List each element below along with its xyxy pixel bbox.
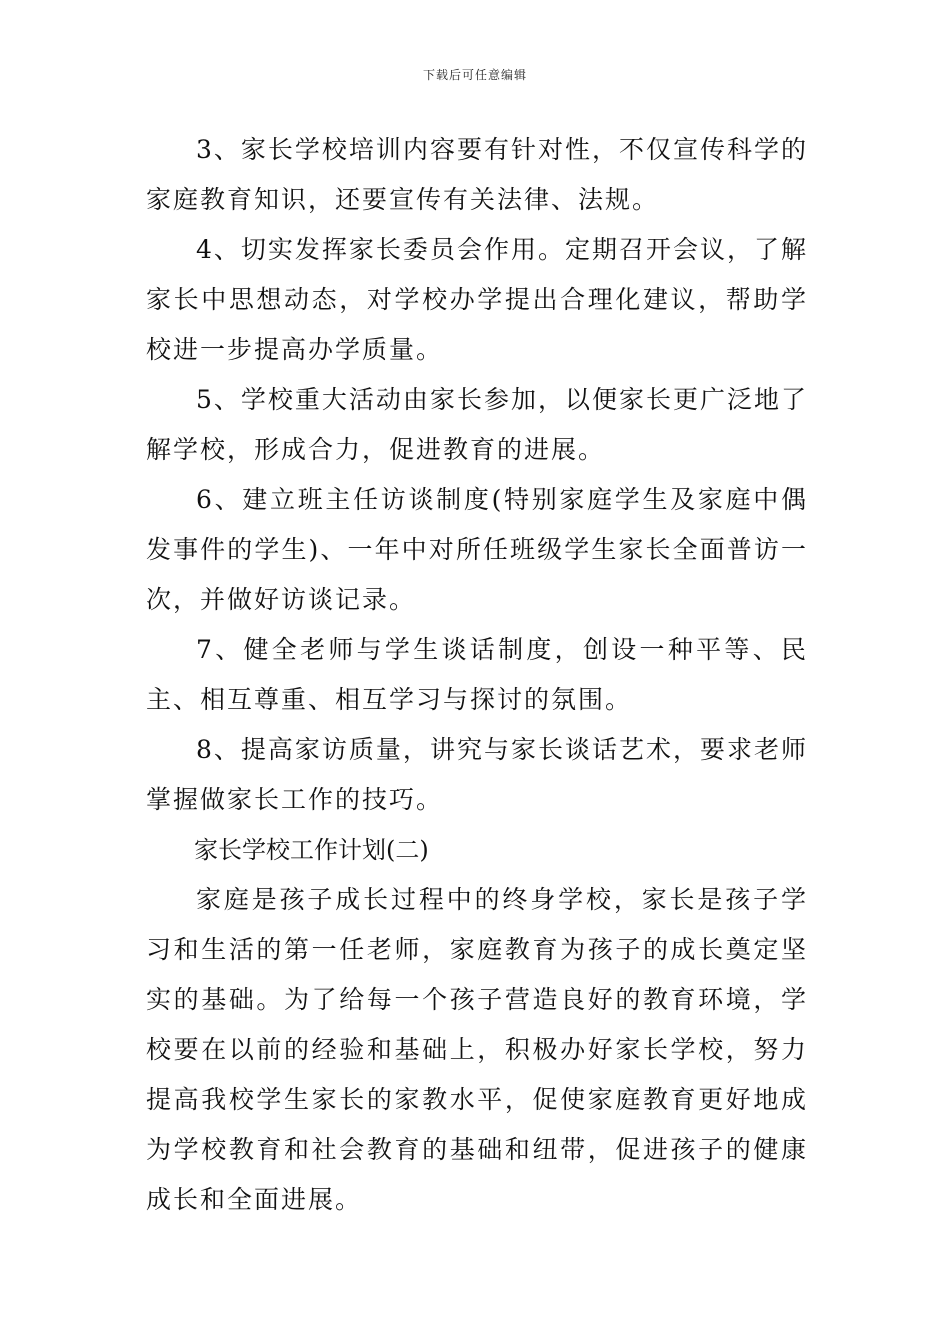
page-header-note: 下载后可任意编辑 [422,68,527,82]
document-body [146,125,808,1225]
section-heading: 家长学校工作计划(二) [194,836,429,864]
paragraph-item-7: 7、健全老师与学生谈话制度，创设一种平等、民主、相互尊重、相互学习与探讨的氛围。 [146,635,808,714]
paragraph-item-4: 4、切实发挥家长委员会作用。定期召开会议，了解家长中思想动态，对学校办学提出合理化建议，帮助学校进一步提高办学质量。 [146,235,808,364]
paragraph-item-5: 5、学校重大活动由家长参加，以便家长更广泛地了解学校，形成合力，促进教育的进展。 [146,385,808,464]
intro-paragraph: 家庭是孩子成长过程中的终身学校，家长是孩子学习和生活的第一任老师，家庭教育为孩子的成长奠定坚实的基础。为了给每一个孩子营造良好的教育环境，学校要在以前的经验和基础上，积极办好家长学校，努力提高我校学生家长的家教水平，促使家庭教育更好地成为学校教育和社会教育的基础和纽带，促进孩子的健康成长和全面进展。 [146,885,808,1214]
paragraph-item-6: 6、建立班主任访谈制度(特别家庭学生及家庭中偶发事件的学生)、一年中对所任班级学生家长全面普访一次，并做好访谈记录。 [146,485,808,614]
paragraph-item-8: 8、提高家访质量，讲究与家长谈话艺术，要求老师掌握做家长工作的技巧。 [146,735,808,814]
paragraph-item-3: 3、家长学校培训内容要有针对性，不仅宣传科学的家庭教育知识，还要宣传有关法律、法规。 [146,135,808,214]
